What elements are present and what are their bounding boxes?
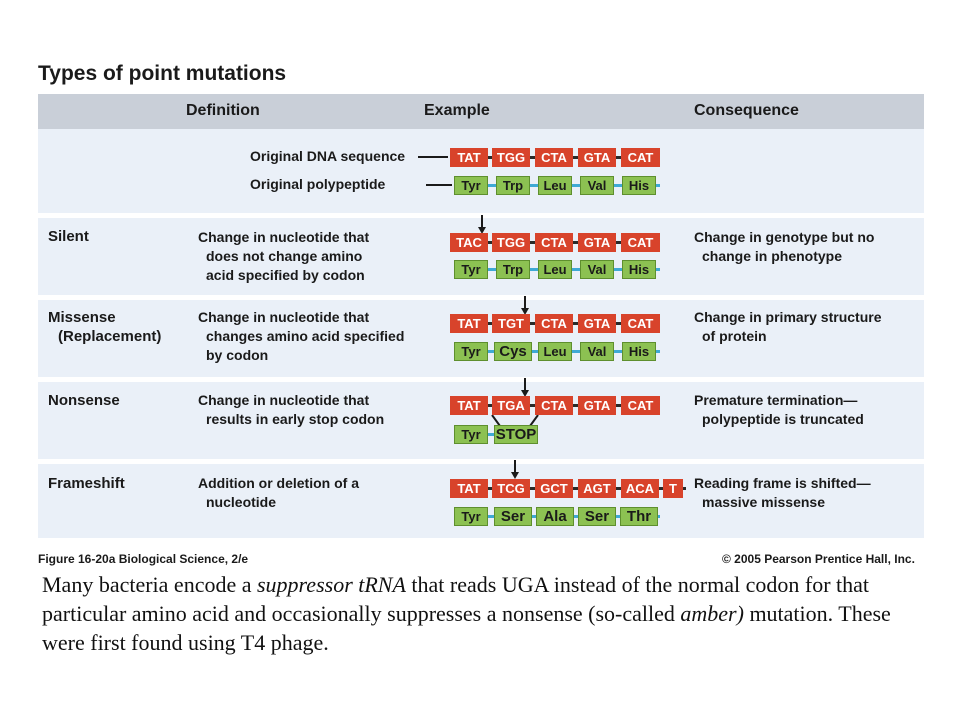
amino-acid: Tyr: [454, 507, 488, 526]
row-separator: [38, 459, 924, 464]
row-separator: [38, 377, 924, 382]
definition-missense: Change in nucleotide that changes amino acid specified by codon: [198, 309, 405, 363]
codon: TAT: [450, 314, 488, 333]
codon: CAT: [621, 396, 660, 415]
codon: AGT: [578, 479, 616, 498]
codon: CTA: [535, 314, 573, 333]
codon: GTA: [578, 148, 616, 167]
amino-acid-changed: Ser: [494, 507, 532, 526]
missense-dna-strand: [450, 314, 660, 333]
original-polypeptide-strand: [454, 176, 660, 195]
pep-label-leader: [426, 184, 452, 186]
amino-acid-changed: Ala: [536, 507, 574, 526]
codon: CTA: [535, 396, 573, 415]
header-example: Example: [424, 102, 490, 119]
frameshift-polypeptide-strand: [454, 507, 660, 526]
consequence-missense: Change in primary structure of protein: [694, 309, 882, 344]
codon: CAT: [621, 314, 660, 333]
amino-acid-changed: Ser: [578, 507, 616, 526]
silent-polypeptide-strand: [454, 260, 660, 279]
amino-acid: His: [622, 260, 656, 279]
leftover-nucleotide: T: [663, 479, 683, 498]
mutation-arrow-icon: [520, 296, 530, 316]
original-dna-label: Original DNA sequence: [250, 148, 406, 164]
row-separator: [38, 295, 924, 300]
codon: TAT: [450, 148, 488, 167]
frameshift-dna-strand: [450, 479, 686, 498]
nonsense-dna-strand: [450, 396, 660, 415]
dna-label-leader: [418, 156, 448, 158]
consequence-silent: Change in genotype but no change in phenotype: [694, 229, 875, 264]
figure-caption: Figure 16-20a Biological Science, 2/e: [38, 552, 249, 566]
header-consequence: Consequence: [694, 102, 799, 119]
row-label-nonsense: Nonsense: [48, 392, 120, 409]
amino-acid-changed: Cys: [494, 342, 532, 361]
nonsense-polypeptide-strand: [454, 425, 544, 444]
codon: GTA: [578, 396, 616, 415]
original-polypeptide-label: Original polypeptide: [250, 176, 386, 192]
codon: ACA: [621, 479, 659, 498]
amino-acid: Leu: [538, 176, 572, 195]
codon: TGG: [492, 148, 530, 167]
codon: TCG: [492, 479, 530, 498]
codon: CAT: [621, 148, 660, 167]
consequence-nonsense: Premature termination— polypeptide is truncated: [694, 392, 864, 427]
amino-acid: Tyr: [454, 260, 488, 279]
mutation-table: [38, 94, 924, 538]
codon: CTA: [535, 233, 573, 252]
mutation-arrow-icon: [477, 215, 487, 235]
insertion-arrow-icon: [510, 460, 520, 480]
amino-acid: Tyr: [454, 176, 488, 195]
amino-acid: His: [622, 342, 656, 361]
codon: TAT: [450, 479, 488, 498]
definition-silent: Change in nucleotide that does not change amino acid specified by codon: [198, 229, 370, 283]
amino-acid: Tyr: [454, 425, 488, 444]
amino-acid: Leu: [538, 342, 572, 361]
codon: TAT: [450, 396, 488, 415]
codon: CTA: [535, 148, 573, 167]
amino-acid: Val: [580, 176, 614, 195]
codon: GTA: [578, 233, 616, 252]
amino-acid: Trp: [496, 260, 530, 279]
codon: GTA: [578, 314, 616, 333]
codon: GCT: [535, 479, 573, 498]
explanatory-note: Many bacteria encode a suppressor tRNA that reads UGA instead of the normal codon for that particular amino acid and occasionally suppresses a nonsense (so-called amber) mutation. These were first found using T4 phage.: [42, 572, 891, 655]
codon: TGG: [492, 233, 530, 252]
row-label-missense: Missense (Replacement): [48, 309, 162, 345]
amino-acid: His: [622, 176, 656, 195]
missense-polypeptide-strand: [454, 342, 660, 361]
amino-acid: Tyr: [454, 342, 488, 361]
consequence-frameshift: Reading frame is shifted— massive missense: [694, 475, 871, 510]
codon: CAT: [621, 233, 660, 252]
silent-dna-strand: [450, 233, 660, 252]
codon: TGT: [492, 314, 530, 333]
copyright-notice: © 2005 Pearson Prentice Hall, Inc.: [722, 552, 915, 566]
stop-codon-box: STOP: [495, 426, 537, 443]
row-label-frameshift: Frameshift: [48, 475, 125, 492]
codon: TAC: [450, 233, 488, 252]
amino-acid: Val: [580, 342, 614, 361]
row-label-silent: Silent: [48, 228, 89, 245]
table-header: [38, 94, 924, 129]
amino-acid: Val: [580, 260, 614, 279]
amino-acid: Leu: [538, 260, 572, 279]
mutation-arrow-icon: [520, 378, 530, 398]
amino-acid-changed: Thr: [620, 507, 658, 526]
original-dna-strand: [450, 148, 660, 167]
figure-title: Types of point mutations: [38, 62, 287, 85]
definition-frameshift: Addition or deletion of a nucleotide: [198, 475, 359, 510]
amino-acid: Trp: [496, 176, 530, 195]
codon: TGA: [492, 396, 530, 415]
definition-nonsense: Change in nucleotide that results in early stop codon: [198, 392, 385, 427]
header-definition: Definition: [186, 102, 260, 119]
